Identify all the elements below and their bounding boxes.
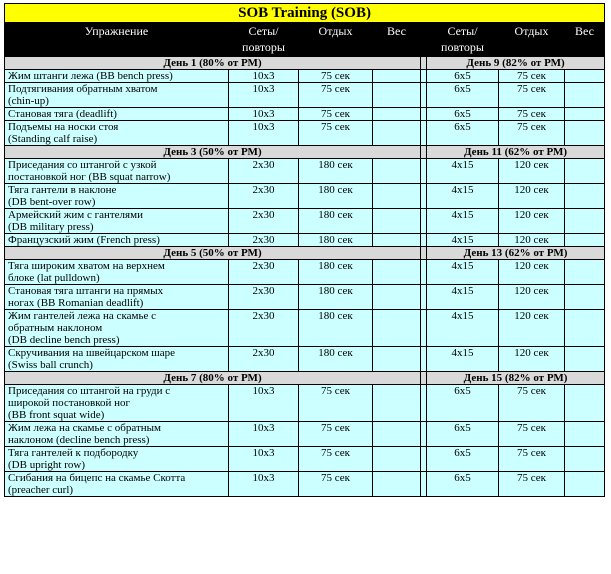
rest-right: 120 сек [499,347,565,372]
sets-left: 10x3 [229,385,299,422]
table-body [5,4,605,497]
exercise-name [5,83,229,108]
exercise-name [5,472,229,497]
sets-right: 4x15 [427,285,499,310]
sets-left: 2x30 [229,310,299,347]
weight-left [373,385,421,422]
day-label-right: День 9 (82% от РМ) [427,57,605,70]
weight-left [373,159,421,184]
rest-left: 180 сек [299,184,373,209]
sets-right: 4x15 [427,310,499,347]
weight-right [565,70,605,83]
day-header-row [5,57,605,70]
exercise-row [5,209,605,234]
sets-left: 10x3 [229,447,299,472]
sets-left: 2x30 [229,285,299,310]
rest-left: 180 сек [299,347,373,372]
weight-left [373,447,421,472]
exercise-name-line: Жим лежа на скамье с обратным [8,422,162,434]
weight-right [565,159,605,184]
weight-left [373,209,421,234]
header-sets-left: Сеты/ повторы [229,23,299,57]
exercise-name [5,209,229,234]
weight-left [373,234,421,247]
exercise-name [5,108,229,121]
exercise-name-line: широкой постановкой ног [8,397,131,409]
exercise-name [5,447,229,472]
day-label-right: День 11 (62% от РМ) [427,146,605,159]
rest-left: 75 сек [299,83,373,108]
exercise-name-line: блоке (lat pulldown) [8,272,100,284]
exercise-name [5,285,229,310]
rest-right: 75 сек [499,70,565,83]
sets-left: 2x30 [229,159,299,184]
exercise-name-line: Подъемы на носки стоя [8,121,119,133]
exercise-name-line: Тяга гантелей к подбородку [8,447,139,459]
day-label-right: День 13 (62% от РМ) [427,247,605,260]
rest-left: 75 сек [299,121,373,146]
sets-left: 2x30 [229,347,299,372]
exercise-name-line: (DB upright row) [8,459,85,471]
day-label-right: День 15 (82% от РМ) [427,372,605,385]
exercise-name [5,310,229,347]
exercise-name-line: (Swiss ball crunch) [8,359,93,371]
sets-right: 4x15 [427,347,499,372]
header-exercise: Упражнение [5,23,229,57]
column-header-row [5,23,605,57]
weight-right [565,310,605,347]
weight-left [373,285,421,310]
header-weight-left: Вес [373,23,421,57]
exercise-name-line: (preacher curl) [8,484,74,496]
weight-left [373,260,421,285]
sets-right: 6x5 [427,447,499,472]
weight-left [373,422,421,447]
header-sets-right: Сеты/ повторы [427,23,499,57]
exercise-name [5,184,229,209]
sets-right: 6x5 [427,121,499,146]
exercise-row [5,447,605,472]
rest-right: 75 сек [499,83,565,108]
exercise-name-line: (DB bent-over row) [8,196,96,208]
rest-left: 180 сек [299,209,373,234]
rest-left: 180 сек [299,234,373,247]
exercise-name [5,70,229,83]
rest-left: 180 сек [299,310,373,347]
exercise-name-line: Скручивания на швейцарском шаре [8,347,176,359]
weight-right [565,385,605,422]
exercise-name [5,234,229,247]
rest-left: 75 сек [299,472,373,497]
weight-right [565,184,605,209]
exercise-name-line: (chin-up) [8,95,49,107]
weight-left [373,121,421,146]
weight-left [373,184,421,209]
exercise-name-line: Подтягивания обратным хватом [8,83,158,95]
rest-right: 120 сек [499,234,565,247]
sets-right: 6x5 [427,472,499,497]
exercise-name [5,347,229,372]
sets-left: 10x3 [229,422,299,447]
exercise-name [5,385,229,422]
exercise-name [5,121,229,146]
sets-left: 2x30 [229,260,299,285]
exercise-name-line: Армейский жим с гантелями [8,209,143,221]
sets-right: 6x5 [427,70,499,83]
exercise-name-line: Сгибания на бицепс на скамье Скотта [8,472,186,484]
exercise-name [5,260,229,285]
rest-right: 120 сек [499,285,565,310]
exercise-row [5,285,605,310]
exercise-name-line: Жим гантелей лежа на скамье с [8,310,156,322]
exercise-name-line: (DB military press) [8,221,94,233]
rest-left: 75 сек [299,447,373,472]
weight-right [565,83,605,108]
weight-right [565,472,605,497]
rest-right: 75 сек [499,472,565,497]
sets-left: 10x3 [229,83,299,108]
rest-left: 75 сек [299,422,373,447]
rest-right: 120 сек [499,184,565,209]
exercise-row [5,70,605,83]
exercise-name-line: наклоном (decline bench press) [8,434,150,446]
training-table [4,3,605,497]
exercise-row [5,260,605,285]
rest-right: 75 сек [499,385,565,422]
weight-right [565,121,605,146]
exercise-name-line: (DB decline bench press) [8,334,120,346]
exercise-name-line: Жим штанги лежа (BB bench press) [8,70,173,82]
rest-right: 75 сек [499,121,565,146]
exercise-name-line: Становая тяга штанги на прямых [8,285,164,297]
rest-right: 75 сек [499,447,565,472]
rest-left: 75 сек [299,108,373,121]
rest-right: 120 сек [499,209,565,234]
sets-right: 6x5 [427,422,499,447]
weight-left [373,70,421,83]
weight-right [565,108,605,121]
exercise-name-line: постановкой ног (BB squat narrow) [8,171,171,183]
sets-left: 2x30 [229,209,299,234]
day-label-left: День 3 (50% от РМ) [5,146,421,159]
exercise-name-line: (Standing calf raise) [8,133,98,145]
rest-right: 75 сек [499,108,565,121]
exercise-name-line: Становая тяга (deadlift) [8,108,117,120]
exercise-row [5,385,605,422]
sets-left: 2x30 [229,234,299,247]
header-rest-right: Отдых [499,23,565,57]
weight-right [565,260,605,285]
sets-left: 2x30 [229,184,299,209]
day-header-row [5,372,605,385]
rest-right: 120 сек [499,159,565,184]
exercise-name-line: обратным наклоном [8,322,103,334]
weight-right [565,447,605,472]
rest-left: 75 сек [299,385,373,422]
weight-left [373,472,421,497]
sets-left: 10x3 [229,472,299,497]
sets-left: 10x3 [229,121,299,146]
weight-right [565,422,605,447]
exercise-row [5,472,605,497]
day-header-row [5,247,605,260]
weight-left [373,108,421,121]
rest-left: 180 сек [299,285,373,310]
exercise-row [5,184,605,209]
weight-left [373,83,421,108]
sets-right: 6x5 [427,83,499,108]
exercise-name-line: (BB front squat wide) [8,409,105,421]
exercise-name-line: ногах (BB Romanian deadlift) [8,297,144,309]
sets-right: 4x15 [427,184,499,209]
exercise-name-line: Приседания со штангой на груди с [8,385,171,397]
day-header-row [5,146,605,159]
weight-right [565,209,605,234]
header-weight-right: Вес [565,23,605,57]
exercise-row [5,108,605,121]
exercise-name-line: Приседания со штангой с узкой [8,159,157,171]
exercise-row [5,121,605,146]
exercise-row [5,234,605,247]
sets-right: 4x15 [427,209,499,234]
weight-right [565,347,605,372]
exercise-row [5,347,605,372]
day-label-left: День 5 (50% от РМ) [5,247,421,260]
sets-right: 6x5 [427,108,499,121]
weight-left [373,310,421,347]
weight-right [565,234,605,247]
table-title: SOB Training (SOB) [5,4,605,23]
exercise-name [5,159,229,184]
sets-left: 10x3 [229,108,299,121]
sets-right: 4x15 [427,260,499,285]
rest-right: 120 сек [499,260,565,285]
exercise-name-line: Тяга широким хватом на верхнем [8,260,165,272]
day-label-left: День 7 (80% от РМ) [5,372,421,385]
exercise-row [5,310,605,347]
rest-right: 75 сек [499,422,565,447]
sets-right: 4x15 [427,234,499,247]
sets-right: 6x5 [427,385,499,422]
sets-right: 4x15 [427,159,499,184]
exercise-row [5,159,605,184]
title-row [5,4,605,23]
weight-left [373,347,421,372]
header-rest-left: Отдых [299,23,373,57]
sets-left: 10x3 [229,70,299,83]
day-label-left: День 1 (80% от РМ) [5,57,421,70]
rest-left: 180 сек [299,159,373,184]
exercise-name-line: Французский жим (French press) [8,234,160,246]
exercise-row [5,83,605,108]
rest-left: 180 сек [299,260,373,285]
rest-right: 120 сек [499,310,565,347]
rest-left: 75 сек [299,70,373,83]
exercise-name [5,422,229,447]
exercise-row [5,422,605,447]
exercise-name-line: Тяга гантели в наклоне [8,184,117,196]
weight-right [565,285,605,310]
